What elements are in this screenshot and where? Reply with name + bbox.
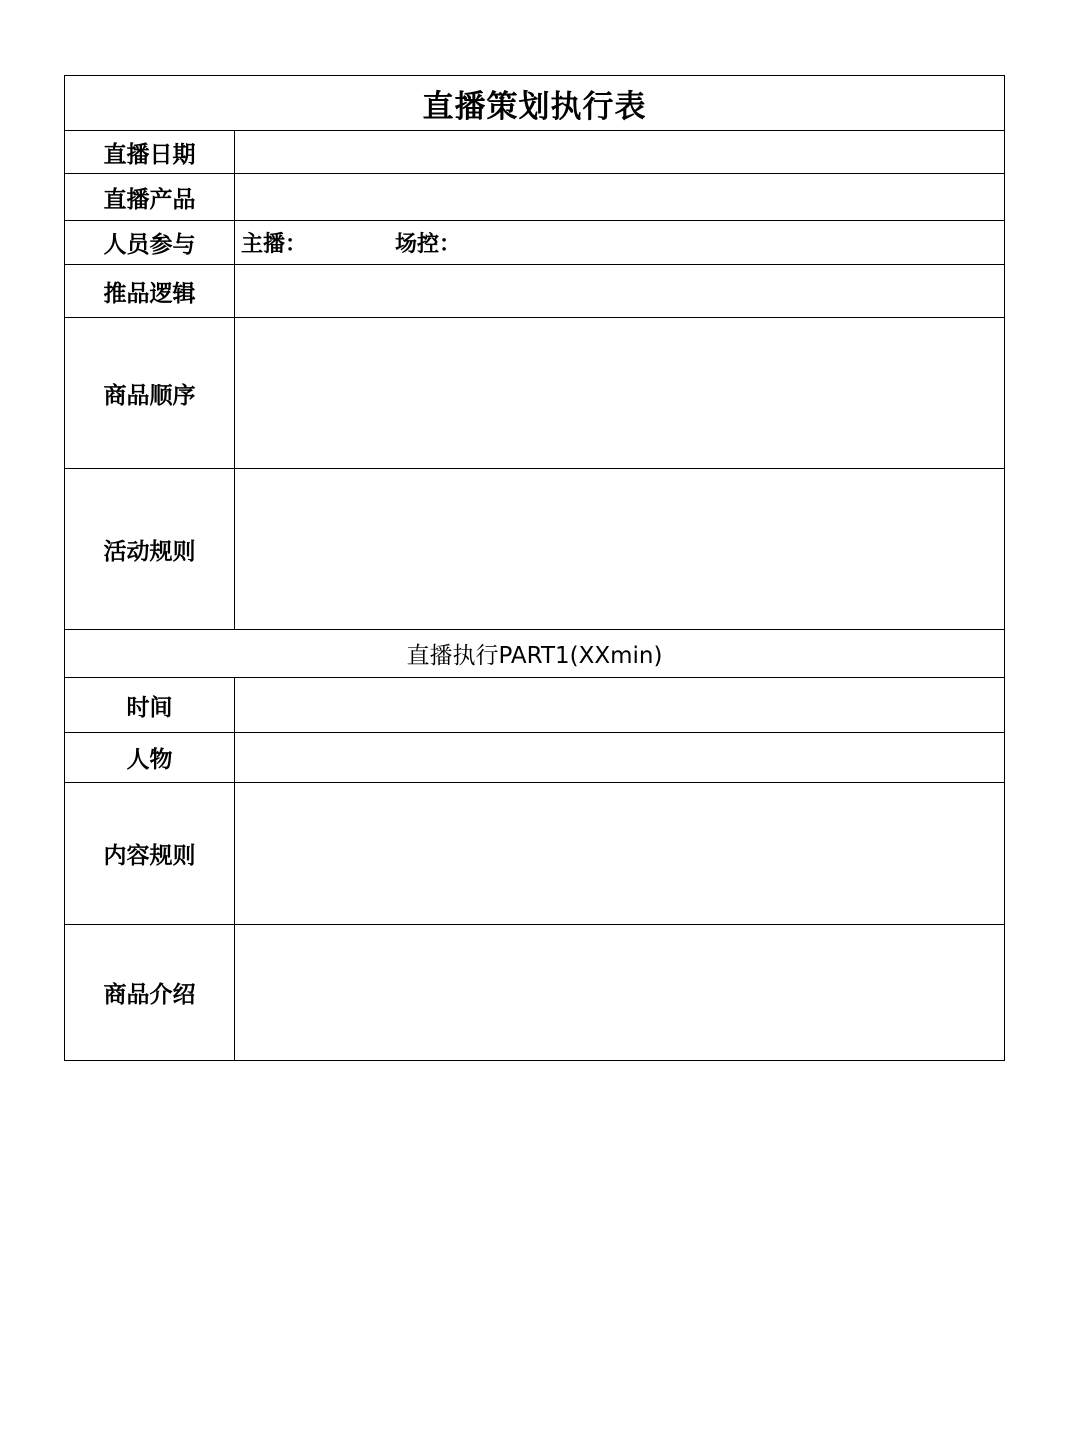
title-row xyxy=(65,76,1005,131)
sheet-title: 直播策划执行表 xyxy=(65,76,1005,131)
participants-label: 人员参与 xyxy=(65,221,235,265)
row-participants xyxy=(65,221,1005,265)
product-order-cell[interactable] xyxy=(235,318,1005,469)
live-plan-table xyxy=(64,75,1005,1061)
row-time xyxy=(65,678,1005,733)
row-product-order xyxy=(65,318,1005,469)
product-order-label: 商品顺序 xyxy=(65,318,235,469)
row-product-intro xyxy=(65,925,1005,1061)
time-label: 时间 xyxy=(65,678,235,733)
content-rules-cell[interactable] xyxy=(235,783,1005,925)
activity-rules-label: 活动规则 xyxy=(65,469,235,630)
host-label: 主播： xyxy=(241,232,308,257)
section-title: 直播执行PART1(XXmin) xyxy=(65,630,1005,678)
row-content-rules xyxy=(65,783,1005,925)
people-label: 人物 xyxy=(65,733,235,783)
control-label: 场控： xyxy=(395,232,462,257)
time-cell[interactable] xyxy=(235,678,1005,733)
row-live-product xyxy=(65,174,1005,221)
people-cell[interactable] xyxy=(235,733,1005,783)
product-intro-cell[interactable] xyxy=(235,925,1005,1061)
participants-cell[interactable] xyxy=(235,221,1005,265)
live-product-cell[interactable] xyxy=(235,174,1005,221)
activity-rules-cell[interactable] xyxy=(235,469,1005,630)
product-intro-label: 商品介绍 xyxy=(65,925,235,1061)
row-push-logic xyxy=(65,265,1005,318)
live-date-cell[interactable] xyxy=(235,131,1005,174)
content-rules-label: 内容规则 xyxy=(65,783,235,925)
row-live-date xyxy=(65,131,1005,174)
push-logic-cell[interactable] xyxy=(235,265,1005,318)
row-activity-rules xyxy=(65,469,1005,630)
live-date-label: 直播日期 xyxy=(65,131,235,174)
section-header-row xyxy=(65,630,1005,678)
live-product-label: 直播产品 xyxy=(65,174,235,221)
push-logic-label: 推品逻辑 xyxy=(65,265,235,318)
row-people xyxy=(65,733,1005,783)
